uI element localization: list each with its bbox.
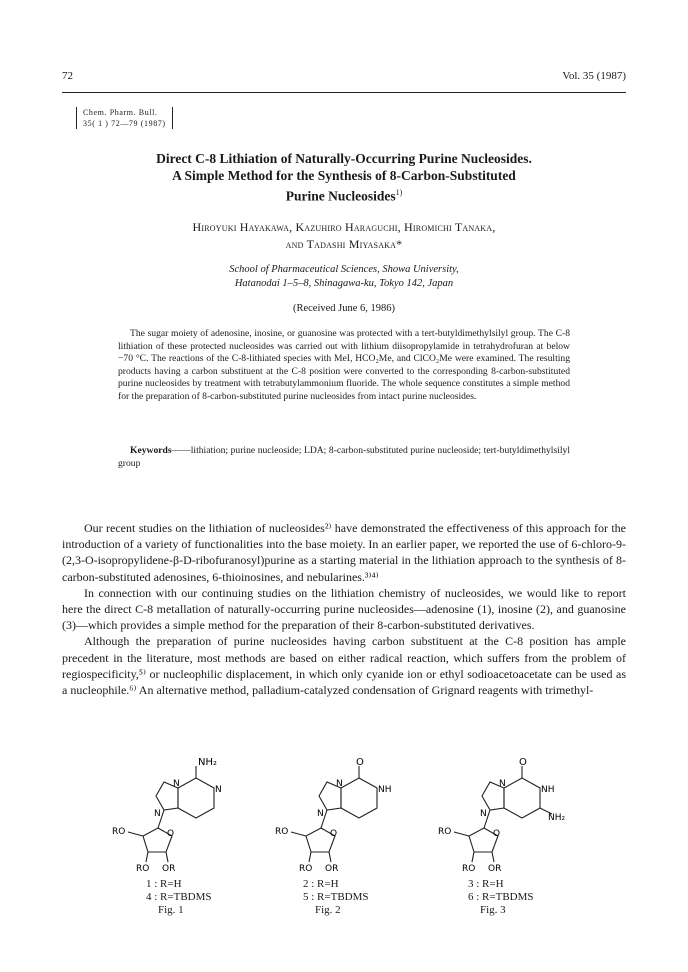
fig2-labels xyxy=(303,878,369,917)
struct1-n3: N xyxy=(154,809,161,819)
body-text xyxy=(62,520,626,698)
structure-guanosine xyxy=(438,756,644,876)
struct2-n2: N xyxy=(317,809,324,819)
struct2-o: O xyxy=(330,829,338,839)
paper-title xyxy=(62,150,626,205)
journal-reference xyxy=(76,107,173,129)
header-rule xyxy=(62,92,626,93)
fig2-label1: 2 : R=H xyxy=(303,878,339,890)
authors-line2: and Tadashi Miyasaka* xyxy=(285,237,403,251)
fig1-labels xyxy=(146,878,212,917)
fig2-caption: Fig. 2 xyxy=(315,904,341,916)
fig3-caption: Fig. 3 xyxy=(480,904,506,916)
authors-line1: Hiroyuki Hayakawa, Kazuhiro Haraguchi, Hiromichi Tanaka, xyxy=(192,220,496,234)
fig3-label2: 6 : R=TBDMS xyxy=(468,891,534,903)
struct1-n2: N xyxy=(215,785,222,795)
title-footnote-mark: 1) xyxy=(395,188,403,197)
struct3-n1: N xyxy=(499,779,506,789)
struct3-or-bottom: OR xyxy=(488,864,502,874)
keywords xyxy=(118,445,570,470)
fig1-caption: Fig. 1 xyxy=(158,904,184,916)
struct1-o: O xyxy=(167,829,175,839)
page-number: 72 xyxy=(62,70,73,82)
fig1-label2: 4 : R=TBDMS xyxy=(146,891,212,903)
body-paragraph-2: In connection with our continuing studies on the lithiation chemistry of nucleosides, we would like to report here the direct C-8 metallation of naturally-occurring purine nucleosides—adenosine (1), inosine (2), and guanosine (3)—which provides a simple method for the preparation of their 8-carbon-substituted derivatives. xyxy=(62,585,626,633)
fig3-label1: 3 : R=H xyxy=(468,878,504,890)
affiliation xyxy=(62,263,626,291)
body-paragraph-3: Although the preparation of purine nucleosides having carbon substituent at the C-8 position has ample precedent in the literature, most methods are based on either radical reaction, which suffers from the problem of regiospecificity,⁵⁾ or nucleophilic displacement, in which only cyanide ion or ethyl sodioacetoacetate can be used as a nucleophile.⁶⁾ An alternative method, palladium-catalyzed condensation of Grignard reagents with trimethyl- xyxy=(62,634,626,698)
affiliation-line2: Hatanodai 1–5–8, Shinagawa-ku, Tokyo 142, Japan xyxy=(234,278,454,289)
struct2-n1: N xyxy=(336,779,343,789)
title-line2: A Simple Method for the Synthesis of 8-Carbon-Substituted xyxy=(172,168,516,183)
abstract xyxy=(118,328,570,404)
struct1-n1: N xyxy=(173,779,180,789)
struct2-sub-top: O xyxy=(356,757,364,768)
title-line1: Direct C-8 Lithiation of Naturally-Occurring Purine Nucleosides. xyxy=(156,151,532,166)
struct1-sub-top: NH₂ xyxy=(198,757,218,768)
body-paragraph-1: Our recent studies on the lithiation of nucleosides²⁾ have demonstrated the effectiveness of this approach for the introduction of a variety of functionalities into the base moiety. In an earlier paper, we reported the use of 6-chloro-9-(2,3-O-isopropylidene-β-D-ribofuranosyl)purine as a starting material in the lithiation approach to the synthesis of 8-carbon-substituted adenosines, 6-thioinosines, and nebularines.³⁾⁴⁾ xyxy=(62,521,626,584)
title-line3: Purine Nucleosides xyxy=(285,188,396,204)
struct3-ro: RO xyxy=(438,827,452,837)
keywords-label: Keywords xyxy=(130,445,172,456)
struct3-o: O xyxy=(493,829,501,839)
struct3-n2: N xyxy=(480,809,487,819)
struct1-ro: RO xyxy=(112,827,126,837)
struct2-or-bottom: OR xyxy=(325,864,339,874)
affiliation-line1: School of Pharmaceutical Sciences, Showa University, xyxy=(229,264,459,275)
struct1-or-bottom: OR xyxy=(162,864,176,874)
struct2-sub-right: NH xyxy=(378,785,392,795)
struct3-sub-extra: NH₂ xyxy=(548,813,566,823)
struct2-ro-bottom: RO xyxy=(299,864,313,874)
journal-ref-line1: Chem. Pharm. Bull. xyxy=(83,108,158,117)
authors xyxy=(62,219,626,253)
fig2-label2: 5 : R=TBDMS xyxy=(303,891,369,903)
fig3-labels xyxy=(468,878,534,917)
volume-info: Vol. 35 (1987) xyxy=(562,70,626,82)
struct1-ro-bottom: RO xyxy=(136,864,150,874)
received-date: (Received June 6, 1986) xyxy=(292,303,396,314)
fig1-label1: 1 : R=H xyxy=(146,878,182,890)
keywords-text: ——lithiation; purine nucleoside; LDA; 8-carbon-substituted purine nucleoside; tert-butyldimethylsilyl group xyxy=(118,445,570,469)
struct2-ro: RO xyxy=(275,827,289,837)
struct3-sub-right: NH xyxy=(541,785,555,795)
journal-ref-line2: 35( 1 ) 72—79 (1987) xyxy=(83,119,166,128)
abstract-text: The sugar moiety of adenosine, inosine, or guanosine was protected with a tert-butyldimethylsilyl group. The C-8 lithiation of these protected nucleosides was carried out with lithium diisopropylamide in tetrahydrofuran at below −70 °C. The reactions of the C-8-lithiated species with MeI, HCO₂Me, and ClCO₂Me were examined. The resulting products having a carbon substituent at the C-8 position were converted to the corresponding 8-carbon-substituted purine nucleosides by treatment with tetrabutylammonium fluoride. The whole sequence constitutes a simple method for the preparation of 8-carbon-substituted purine nucleosides from intact purine nucleosides. xyxy=(118,328,570,402)
struct3-ro-bottom: RO xyxy=(462,864,476,874)
struct3-sub-top: O xyxy=(519,757,527,768)
